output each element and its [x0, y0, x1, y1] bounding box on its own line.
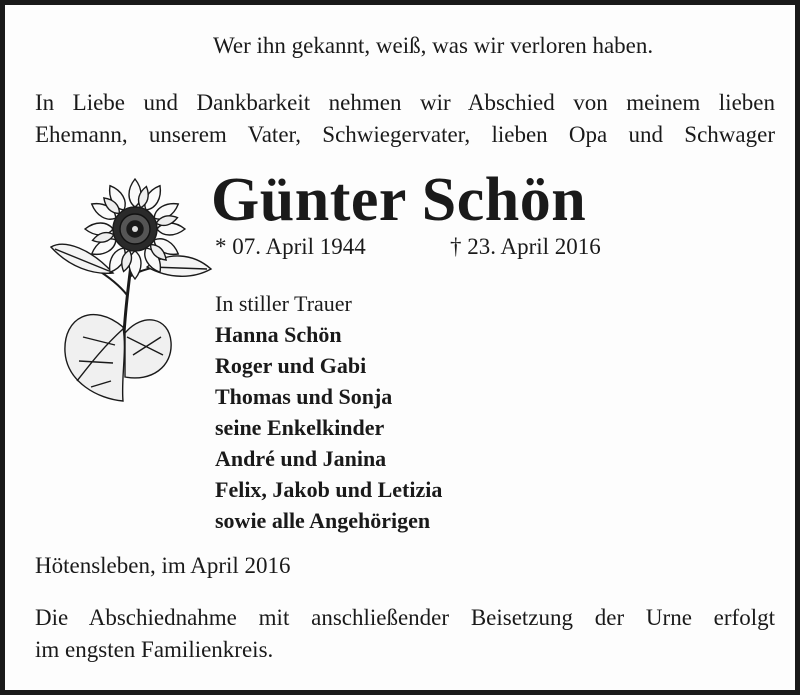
intro-line-1: In Liebe und Dankbarkeit nehmen wir Abschied von meinem lieben: [35, 90, 775, 115]
place-and-date: Hötensleben, im April 2016: [35, 553, 291, 578]
birth-date: * 07. April 1944: [215, 234, 366, 259]
farewell-line-2: im engsten Familienkreis.: [35, 637, 274, 662]
mourner-name: Hanna Schön: [215, 322, 342, 347]
sunflower-icon: [43, 177, 223, 407]
death-date: † 23. April 2016: [450, 234, 601, 259]
mourner-name: Thomas und Sonja: [215, 384, 393, 409]
mourner-name: André und Janina: [215, 446, 387, 471]
mourner-name: Felix, Jakob und Letizia: [215, 477, 443, 502]
mourner-name: sowie alle Angehörigen: [215, 508, 431, 533]
intro-line-2: Ehemann, unserem Vater, Schwiegervater, lieben Opa und Schwager: [35, 122, 775, 147]
mourning-lead: In stiller Trauer: [215, 291, 352, 316]
mourners-list: [215, 319, 442, 536]
memorial-quote: Wer ihn gekannt, weiß, was wir verloren haben.: [213, 33, 654, 58]
deceased-name: Günter Schön: [211, 166, 587, 234]
mourners-block: [215, 288, 442, 536]
farewell-line-1: Die Abschiednahme mit anschließender Beisetzung der Urne erfolgt: [35, 605, 775, 630]
mourner-name: Roger und Gabi: [215, 353, 367, 378]
intro-text: [35, 87, 775, 151]
mourner-name: seine Enkelkinder: [215, 415, 385, 440]
farewell-note: [35, 602, 775, 666]
